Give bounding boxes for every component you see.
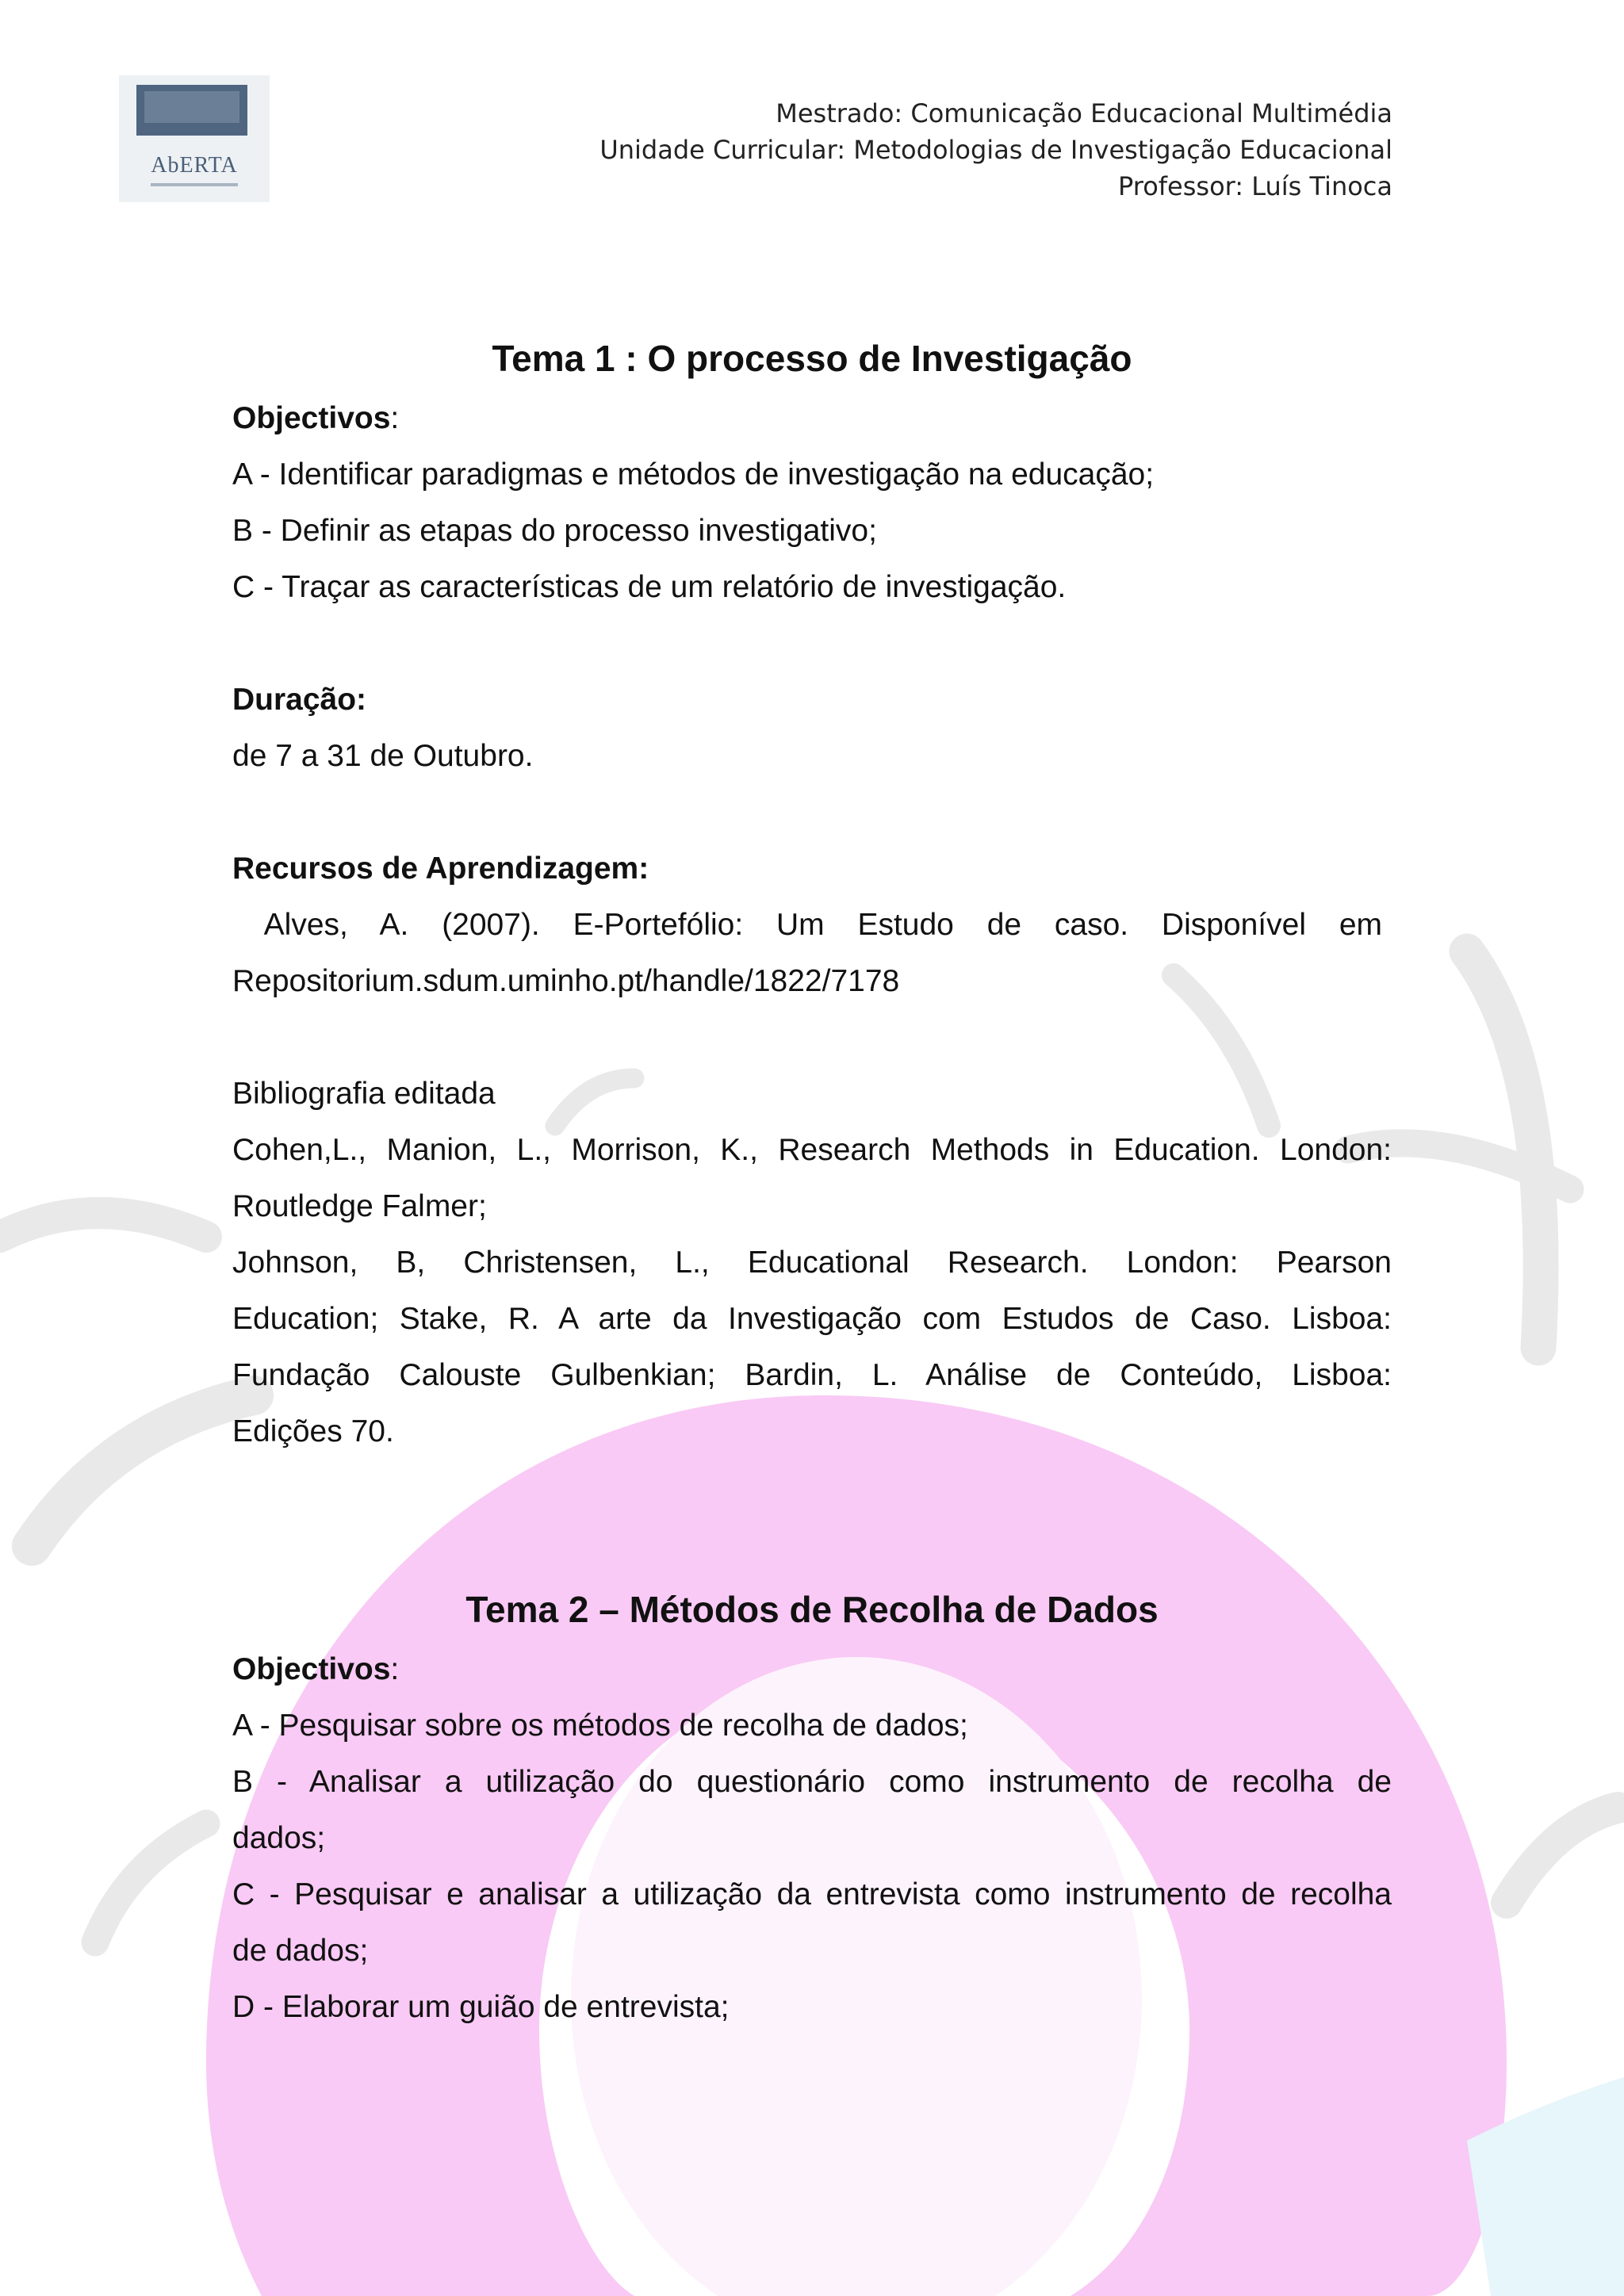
tema1-recursos-label: Recursos de Aprendizagem: bbox=[232, 851, 649, 886]
header-professor: Professor: Luís Tinoca bbox=[1118, 171, 1392, 201]
tema2-objectivo-line2: B - Analisar a utilização do questionário como instrumento de recolha de bbox=[232, 1765, 1392, 1799]
tema2-objectivos-heading: Objectivos: bbox=[232, 1652, 400, 1686]
tema1-bibliografia-line1: Cohen,L., Manion, L., Morrison, K., Research Methods in Education. London: bbox=[232, 1133, 1392, 1167]
document-header bbox=[599, 95, 1392, 205]
tema2-objectivos-label: Objectivos bbox=[232, 1652, 391, 1686]
tema1-objectivo-a: A - Identificar paradigmas e métodos de investigação na educação; bbox=[232, 457, 1155, 492]
tema1-section bbox=[232, 327, 1392, 1460]
tema1-objectivos-label: Objectivos bbox=[232, 401, 391, 435]
header-course: Mestrado: Comunicação Educacional Multimédia bbox=[776, 98, 1392, 128]
tema2-title: Tema 2 – Métodos de Recolha de Dados bbox=[465, 1589, 1159, 1630]
header-unit: Unidade Curricular: Metodologias de Investigação Educacional bbox=[599, 135, 1392, 165]
tema1-recursos-line1: Alves, A. (2007). E-Portefólio: Um Estudo de caso. Disponível em bbox=[232, 908, 1382, 942]
tema1-objectivos-heading: Objectivos: bbox=[232, 401, 400, 435]
tema1-duracao-label: Duração: bbox=[232, 683, 367, 717]
tema2-objectivo-line5: de dados; bbox=[232, 1934, 369, 1968]
spacer bbox=[232, 615, 1392, 672]
logo-emblem-inner bbox=[144, 91, 239, 123]
tema1-bibliografia-line3: Johnson, B, Christensen, L., Educational Research. London: Pearson bbox=[232, 1246, 1392, 1280]
tema2-objectivo-line1: A - Pesquisar sobre os métodos de recolha de dados; bbox=[232, 1709, 968, 1743]
tema1-recursos-line2: Repositorium.sdum.uminho.pt/handle/1822/7178 bbox=[232, 964, 900, 998]
tema1-bibliografia-line5: Fundação Calouste Gulbenkian; Bardin, L. Análise de Conteúdo, Lisboa: bbox=[232, 1358, 1392, 1392]
tema1-bibliografia-label: Bibliografia editada bbox=[232, 1077, 496, 1111]
tema2-section bbox=[232, 1578, 1392, 2035]
tema2-objectivo-line6: D - Elaborar um guião de entrevista; bbox=[232, 1990, 730, 2024]
tema1-bibliografia-line2: Routledge Falmer; bbox=[232, 1189, 487, 1223]
university-logo bbox=[119, 75, 270, 202]
logo-subline bbox=[151, 183, 238, 186]
tema1-bibliografia-line6: Edições 70. bbox=[232, 1414, 394, 1448]
tema1-objectivo-b: B - Definir as etapas do processo investigativo; bbox=[232, 514, 877, 548]
spacer bbox=[232, 1009, 1392, 1066]
tema1-bibliografia-line4: Education; Stake, R. A arte da Investigação com Estudos de Caso. Lisboa: bbox=[232, 1302, 1392, 1336]
logo-text: AbERTA bbox=[151, 153, 238, 178]
spacer bbox=[232, 784, 1392, 840]
tema2-objectivo-line4: C - Pesquisar e analisar a utilização da entrevista como instrumento de recolha bbox=[232, 1877, 1392, 1911]
logo-emblem bbox=[136, 85, 247, 136]
tema1-title: Tema 1 : O processo de Investigação bbox=[492, 338, 1132, 379]
tema1-objectivo-c: C - Traçar as características de um relatório de investigação. bbox=[232, 570, 1067, 604]
tema1-duracao-value: de 7 a 31 de Outubro. bbox=[232, 739, 534, 773]
tema2-objectivo-line3: dados; bbox=[232, 1821, 326, 1855]
